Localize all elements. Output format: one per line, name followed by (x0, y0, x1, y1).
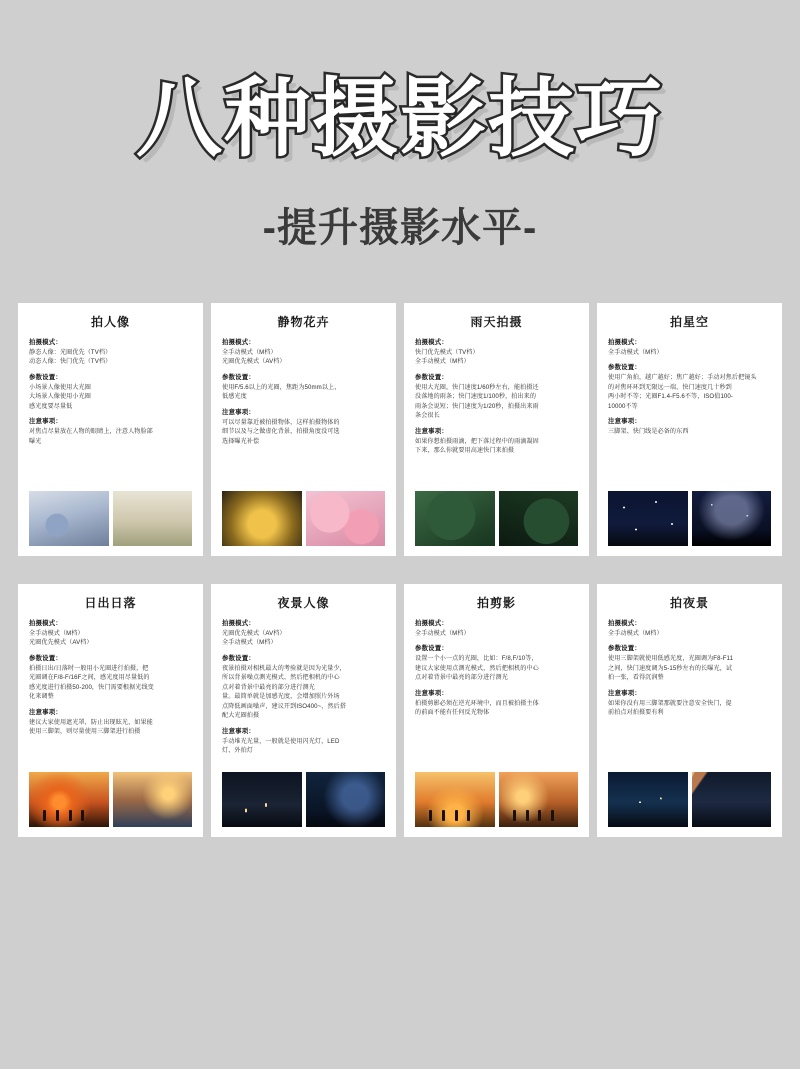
params-line: 两小时不等；光圈F1.4-F5.6不等，ISO值100- (608, 393, 734, 401)
params-text (222, 383, 385, 402)
tip-card (597, 584, 782, 837)
mode-line: 快门优先模式（TV档） (415, 349, 479, 356)
silhouette-figure (526, 810, 529, 821)
silhouette-figure (81, 810, 84, 821)
tip-card (211, 303, 396, 556)
photo-row (608, 491, 771, 546)
silhouette-figure (56, 810, 59, 821)
photo-row (415, 772, 578, 827)
tips-label: 注意事项： (29, 708, 62, 716)
params-line: 雨条会说短；快门速度为1/20秒，拍摄出来雨 (415, 402, 539, 410)
params-line: 点对着背景中最亮的部分进行测光 (222, 683, 315, 691)
params-line: 夜景拍摄对相机最大的考验就是因为光量少， (222, 664, 346, 672)
tip-card (597, 303, 782, 556)
photo-silhouette-couple (499, 772, 579, 827)
tips-text (29, 427, 192, 446)
photo-row (29, 772, 192, 827)
tips-line: 灯、外拍灯 (222, 746, 253, 754)
mode-text (608, 629, 771, 638)
photo-row (608, 772, 771, 827)
params-label: 参数设置： (608, 645, 641, 653)
photo-light-trails (692, 772, 772, 827)
card-title: 拍剪影 (476, 596, 516, 610)
mode-line: 全手动模式（M档） (608, 349, 663, 356)
params-line: 建议大家使用点测光模式，然后把相机的中心 (415, 664, 539, 672)
params-line: 使用大光圈，快门速度1/60秒左右，能拍摄还 (415, 383, 539, 391)
card-title: 拍星空 (669, 315, 709, 329)
photo-sunset-mountain (113, 772, 193, 827)
params-text (608, 373, 771, 411)
tips-label: 注意事项： (222, 727, 255, 735)
params-line: 拍摄日出/日落时一般用小光圈进行拍摄，把 (29, 664, 149, 672)
params-line: 配大光圈拍摄 (222, 712, 260, 720)
params-line: 拍一张，看得沉润整 (608, 674, 664, 682)
tips-text (222, 418, 385, 446)
shoot-mode-label: 拍摄模式： (415, 620, 448, 627)
tips-line: 曝光 (29, 437, 42, 445)
page-title: 八种摄影技巧 (136, 71, 664, 167)
shoot-mode-label: 拍摄模式： (222, 620, 255, 627)
mode-line: 动态人像：快门优先（TV档） (29, 358, 112, 366)
tips-label: 注意事项： (222, 408, 255, 416)
params-text (29, 383, 192, 411)
photo-portrait-field (113, 491, 193, 546)
card-title: 夜景人像 (277, 596, 330, 610)
tip-card (18, 584, 203, 837)
card-title: 雨天拍摄 (470, 315, 523, 329)
card-title: 静物花卉 (277, 315, 330, 329)
params-text (29, 664, 192, 702)
photo-milky-way (692, 491, 772, 546)
tip-card (18, 303, 203, 556)
params-label: 参数设置： (415, 373, 448, 381)
params-line: 大场景人像使用小光圈 (29, 393, 91, 401)
params-label: 参数设置： (222, 373, 255, 381)
params-line: 化来调整 (29, 693, 54, 701)
silhouette-figure (442, 810, 445, 821)
mode-text (29, 629, 192, 648)
tips-line: 细节以及与之做虚化背景，拍摄角度没可选 (222, 428, 340, 436)
mode-text (222, 629, 385, 648)
shoot-mode-label: 拍摄模式： (608, 620, 641, 627)
tips-line: 手动堆光光量，一般就是使用闪光灯，LED (222, 737, 340, 745)
mode-line: 光圈优先模式（AV档） (29, 639, 93, 647)
params-label: 参数设置： (29, 373, 62, 381)
mode-text (222, 348, 385, 367)
photo-rain-leaf (415, 491, 495, 546)
mode-line: 静态人像：光圈优先（TV档） (29, 349, 112, 356)
photo-city-night-blue (608, 772, 688, 827)
mode-text (415, 348, 578, 367)
silhouette-figure (551, 810, 554, 821)
photo-cherry-blossom (306, 491, 386, 546)
tips-line: 可以尽量靠近被拍摄物体，这样拍摄物体的 (222, 418, 340, 426)
params-line: 感光度进行拍摄50-200，快门需要根据光线变 (29, 683, 154, 691)
silhouette-figure (69, 810, 72, 821)
card-title: 拍夜景 (669, 596, 709, 610)
tips-line: 前拍点对拍摄要有利 (608, 709, 664, 717)
photo-starry-sky (608, 491, 688, 546)
params-line: 点降低画面噪声，建议开到ISO400~，然后搭 (222, 702, 347, 710)
tips-line: 如果你没有用三脚架那就要注意安全快门，提 (608, 699, 732, 707)
params-line: 点对着背景中最亮的部分进行测光 (415, 674, 508, 682)
params-label: 参数设置： (608, 364, 641, 372)
tips-line: 拍摄剪影必须在逆光环境中，而且被拍摄主体 (415, 699, 539, 707)
silhouette-figure (429, 810, 432, 821)
tips-text (29, 718, 192, 737)
photo-night-street (222, 772, 302, 827)
params-line: 10000不等 (608, 402, 638, 410)
params-line: 之间，快门速度调为5-15秒左右的长曝光，试 (608, 664, 733, 672)
mode-text (29, 348, 192, 367)
params-label: 参数设置： (29, 654, 62, 662)
photo-lemon-still-life (222, 491, 302, 546)
tips-text (608, 699, 771, 718)
params-line: 使用三脚架就使用低感光度，光圈调为F8-F11 (608, 655, 734, 663)
mode-line: 全手动模式（M档） (29, 630, 84, 637)
photo-row (222, 491, 385, 546)
tips-text (415, 699, 578, 718)
mode-line: 光圈优先模式（AV档） (222, 358, 286, 366)
photo-row (222, 772, 385, 827)
silhouette-figure (538, 810, 541, 821)
tips-text (415, 437, 578, 456)
params-line: 没落地的雨条；快门速度1/100秒，拍出来的 (415, 393, 537, 401)
mode-line: 光圈优先模式（AV档） (222, 630, 286, 637)
card-title: 日出日落 (84, 596, 137, 610)
tips-label: 注意事项： (608, 418, 641, 426)
tips-line: 对焦点尽量放在人物的眼睛上，注意人物脸部 (29, 428, 153, 436)
params-text (415, 383, 578, 421)
tip-card (404, 584, 589, 837)
tip-card (211, 584, 396, 837)
mode-text (415, 629, 578, 638)
tips-line: 选择曝光补偿 (222, 437, 260, 445)
page-subtitle: -提升摄影水平- (262, 206, 538, 250)
tip-card (404, 303, 589, 556)
tips-line: 如果你想拍摄雨滴，把下落过程中的雨滴凝固 (415, 437, 539, 445)
params-line: 感光度要尽量低 (29, 402, 73, 410)
poster-header (0, 0, 800, 253)
shoot-mode-label: 拍摄模式： (608, 339, 641, 346)
params-text (222, 664, 385, 721)
photo-sunrise-people (29, 772, 109, 827)
params-line: 光圈调在F/8-F/16F之间，感光度用尽量低的 (29, 674, 150, 682)
mode-line: 全手动模式（M档） (415, 358, 470, 366)
tips-line: 的前面不能有任何反光物体 (415, 709, 490, 717)
tips-line: 三脚架、快门线是必备的东西 (608, 428, 689, 436)
tips-label: 注意事项： (415, 689, 448, 697)
tips-line: 使用三脚架，则尽量使用三脚架进行拍摄 (29, 728, 141, 736)
shoot-mode-label: 拍摄模式： (415, 339, 448, 346)
silhouette-figure (467, 810, 470, 821)
params-line: 设置一个小一点的光圈，比如：F/8,F/10等， (415, 655, 538, 663)
params-line: 所以背景噪点测光模式、然后把相机的中心 (222, 674, 340, 682)
mode-line: 全手动模式（M档） (222, 639, 277, 647)
params-line: 使用广角拍，越广越好；焦广越好；手动对焦后把镜头 (608, 374, 757, 382)
photo-row (415, 491, 578, 546)
photo-rain-leaf-dark (499, 491, 579, 546)
mode-line: 全手动模式（M档） (222, 349, 277, 356)
photo-row (29, 491, 192, 546)
card-title: 拍人像 (90, 315, 130, 329)
tips-label: 注意事项： (608, 689, 641, 697)
tips-line: 建议大家使用遮光罩，防止出现眩光，如果能 (29, 718, 153, 726)
photo-silhouette-jumping (415, 772, 495, 827)
tips-grid (0, 303, 800, 837)
params-label: 参数设置： (415, 645, 448, 653)
params-text (415, 654, 578, 682)
tips-text (222, 737, 385, 756)
silhouette-figure (455, 810, 458, 821)
mode-line: 全手动模式（M档） (415, 630, 470, 637)
tips-line: 下来，那么你就要用高速快门来拍摄 (415, 447, 515, 455)
shoot-mode-label: 拍摄模式： (29, 339, 62, 346)
photo-night-portrait (306, 772, 386, 827)
mode-text (608, 348, 771, 357)
params-line: 量。最简单就是加感光度，会增加照片外场 (222, 693, 340, 701)
params-line: 使用F/5.6以上的光圈，焦距为50mm以上， (222, 383, 341, 391)
params-line: 条会很长 (415, 412, 440, 420)
tips-text (608, 427, 771, 436)
params-label: 参数设置： (222, 654, 255, 662)
tips-label: 注意事项： (415, 427, 448, 435)
params-line: 小场景人像使用大光圈 (29, 383, 91, 391)
tips-label: 注意事项： (29, 418, 62, 426)
shoot-mode-label: 拍摄模式： (222, 339, 255, 346)
shoot-mode-label: 拍摄模式： (29, 620, 62, 627)
silhouette-figure (43, 810, 46, 821)
silhouette-figure (513, 810, 516, 821)
photo-portrait-blue-dress (29, 491, 109, 546)
params-text (608, 654, 771, 682)
params-line: 的对焦环环到无限远一端，快门速度几十秒到 (608, 383, 732, 391)
mode-line: 全手动模式（M档） (608, 630, 663, 637)
params-line: 低感光度 (222, 393, 247, 401)
